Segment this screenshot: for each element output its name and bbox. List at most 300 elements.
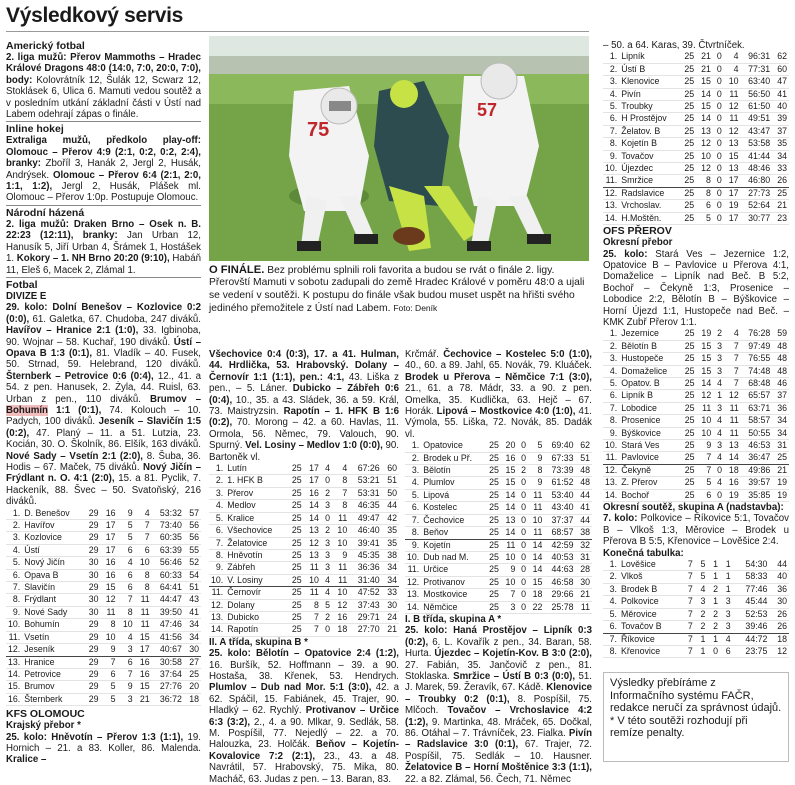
ib-trida-results: 25. kolo: Haná Prostějov – Lipník 0:3 (0:2), 6. L. Kovařík z pen., 34. Baran, 58. Hurta. Újezdec – Kojetín-Kov. B 3:0 (2:0), 27. Fabián, 35. Jančovič z pen., 81. Stoklaska. Smržice – Ústí B 0:3 (0:0), 51. J. Marek, 59. Žeravík, 67. Kádě. Klenovice – Troubky 0:2 (0:1), 8. Pospíšil, 75. Mlčoch. Tovačov – Vrchoslavice 4:2 (1:2), 9. Martinka, 48. Mráček, 65. Dočkal, 86. Otáhal – 7. Trávníček, 23. Fialka. Pivín – Radslavice 3:0 (0:1), 67. Trajer, 72. Pospíšil, 75. Sedlák – 10. Hausner. Želatovice B – Horní Moštěnice 3:3 (1:1), 22. a 82. Zlámal, 56. Čech, 71. Němec — [405, 625, 593, 785]
division-title: DIVIZE E — [6, 290, 47, 302]
table-cell: 8 — [706, 187, 711, 198]
table-cell: 31 — [580, 551, 590, 562]
table-cell: 16. — [8, 693, 21, 704]
table-cell: 9. — [215, 562, 224, 573]
table-cell: Čekyně — [621, 464, 652, 475]
table-row — [603, 489, 789, 501]
table-cell: 16 — [728, 477, 739, 488]
table-cell: 7 — [733, 365, 739, 376]
table-cell: 25 — [684, 88, 695, 99]
table-cell: 57 — [189, 507, 199, 518]
table-cell: Býškovice — [621, 427, 661, 438]
table-cell: 25 — [684, 125, 695, 136]
section-inline-hockey: Inline hokej — [6, 123, 64, 136]
table-row — [603, 63, 789, 75]
ia-trida-results: 25. kolo: Bělotín – Opatovice 2:4 (1:2), 16. Buršík, 52. Hoffmann – 39. a 90. Hostaša, 38. Křenek, 53. Hendrych. Plumlov – Dub nad Mor. 5:1 (3:0), 42. a 62. Spáčil, 15. Fabiánek, 45. Trajer, 90. Hladký – 62. Rychlý. Protivanov – Určice 6:3 (3:2), 2., 4. a 90. Mlkar, 9. Sedlák, 58. M. Pospíšil, 77. Nejedlý – 22. a 70. Halouzka, 23. Holčák. Beňov – Kojetín-Kovalovice 7:2 (2:1), 23., 43. a 48. Navrátil, 57. Hrabovský, 75. Mika, 80. Macháč, 63. Judas z pen. – 13. Baran, 83. — [209, 648, 400, 785]
table-cell: 4 — [127, 557, 133, 568]
table-cell: 4 — [325, 574, 330, 585]
table-cell: 16 — [309, 487, 319, 498]
table-cell: 16 — [337, 611, 348, 622]
table-cell: Tovačov — [621, 150, 654, 161]
table-cell: 3. — [609, 76, 618, 87]
kfs-title: KFS OLOMOUC — [6, 708, 85, 721]
table-row — [603, 571, 789, 583]
table-cell: 39 — [777, 113, 787, 124]
table-cell: 4 — [717, 427, 722, 438]
table-cell: 10. — [8, 619, 21, 630]
table-cell: H.Moštěn. — [621, 212, 662, 223]
table-cell: 10 — [337, 525, 348, 536]
table-cell: 25 — [291, 537, 302, 548]
table-cell: 46:58 — [551, 576, 574, 587]
table-cell: 0 — [521, 551, 526, 562]
table-cell: 7 — [687, 571, 693, 582]
table-cell: 17 — [309, 475, 319, 486]
table-cell: 39:50 — [159, 606, 182, 617]
table-cell: 67:33 — [551, 452, 574, 463]
standings-table — [405, 440, 592, 614]
table-cell: 7 — [144, 520, 150, 531]
standings-table — [209, 463, 399, 637]
table-cell: 28 — [580, 564, 590, 575]
table-cell: Protivanov — [423, 576, 465, 587]
table-cell: 6. — [215, 525, 224, 536]
table-cell: 30 — [189, 644, 199, 655]
table-cell: 6 — [725, 645, 731, 656]
table-cell: 29 — [88, 693, 99, 704]
table-cell: 30 — [387, 599, 397, 610]
table-cell: 25 — [489, 539, 499, 550]
table-cell: 17 — [728, 175, 739, 186]
disclaimer-text: Výsledky přebíráme z Informačního systému FAČR, redakce neručí za správnost údajů. — [610, 677, 782, 715]
table-cell: 21 — [580, 589, 590, 600]
table-cell: 5. — [215, 512, 224, 523]
table-cell: 29 — [88, 668, 99, 679]
table-cell: Říkovice — [621, 633, 655, 644]
table-cell: 4. — [12, 544, 21, 555]
table-cell: 12 — [701, 163, 711, 174]
table-cell: Měrovice — [621, 608, 657, 619]
table-cell: 34 — [189, 619, 199, 630]
table-cell: 5 — [127, 520, 133, 531]
table-row — [405, 589, 592, 601]
table-row — [6, 544, 201, 556]
table-cell: 0 — [716, 63, 722, 74]
table-cell: 18 — [532, 589, 543, 600]
table-cell: 36:36 — [357, 562, 380, 573]
table-cell: 12 — [701, 138, 711, 149]
table-cell: 56:50 — [748, 88, 771, 99]
table-cell: 52:53 — [745, 608, 768, 619]
table-cell: 6 — [144, 544, 150, 555]
table-cell: 25 — [489, 527, 499, 538]
table-cell: 11 — [729, 402, 739, 413]
table-cell: 25 — [291, 487, 302, 498]
table-row — [603, 101, 789, 113]
table-cell: Vsetín — [24, 631, 50, 642]
table-cell: 15 — [532, 576, 543, 587]
table-cell: Tovačov B — [621, 621, 662, 632]
table-cell: 13 — [728, 163, 739, 174]
table-cell: 7 — [733, 340, 739, 351]
table-cell: 15 — [105, 582, 116, 593]
table-cell: 36:72 — [159, 693, 182, 704]
division-e-results: 29. kolo: Dolní Benešov – Kozlovice 0:2 (0:0), 61. Galetka, 67. Chudoba, 247 diváků. Havířov – Hranice 2:1 (1:0), 33. Igbinoba, 90. Wojnar – 58. Kuchař, 190 diváků. Ústí – Opava B 1:3 (0:1), 81. Vladík – 40. Fusek, 50. Strnad, 59. Helebrand, 120 diváků. Šternberk – Petrovice 0:6 (0:4), 12., 41. a 54. z pen. Hanusek, 2. Żyla, 44. Ruisl, 63. Urban z pen., 110 diváků. Brumov – Bohumín 1:1 (0:1), 74. Kolouch – 10. Padych, 100 diváků. Jeseník – Slavičín 1:5 (0:2), 47. Planý – 11. a 51. Lutzia, 23. Kocián, 30. O. Školník, 86. Elšík, 163 diváků. Nové Sady – Vsetín 2:1 (2:0), 8. Šuba, 36. Hodis – 67. Maček, 75 diváků. Nový Jičín – Frýdlant n. O. 4:1 (2:0), 15. a 81. Pyclik, 7. Hackeník, 88. Švec – 50. Svatoňský, 216 diváků. — [6, 302, 202, 508]
table-cell: 10 — [309, 574, 319, 585]
table-cell: Lipník — [621, 51, 645, 62]
table-cell: 14 — [532, 539, 543, 550]
table-cell: 23:75 — [745, 645, 768, 656]
american-football-report: 2. liga mužů: Přerov Mammoths – Hradec Králové Dragons 48:0 (14:0, 7:0, 20:0, 7:0), body: Kolovrátník 12, Šulák 12, Scwarz 12, Stoklásek 6, Ulica 6. Mamuti vedou soutěž a v posledním utkání základní části v Ústí nad Labem odehrají zápas o finále. — [6, 52, 201, 121]
table-row — [603, 113, 789, 125]
table-cell: 61:50 — [748, 101, 771, 112]
table-cell: 25 — [684, 51, 695, 62]
table-cell: 25 — [489, 477, 499, 488]
table-cell: Rapotín — [227, 624, 259, 635]
american-football-photo — [209, 36, 589, 261]
table-cell: 48 — [580, 477, 590, 488]
table-cell: 1 — [713, 633, 718, 644]
divider — [6, 277, 201, 278]
table-cell: 25 — [684, 415, 695, 426]
table-cell: Prosenice — [621, 415, 661, 426]
table-cell: Jeseník — [24, 644, 55, 655]
table-cell: Lutín — [227, 463, 247, 474]
table-cell: Kralice — [227, 512, 255, 523]
table-cell: 5. — [12, 557, 21, 568]
table-cell: 0 — [521, 477, 526, 488]
table-cell: 10 — [105, 631, 116, 642]
table-cell: 25 — [291, 512, 302, 523]
column-2 — [209, 349, 400, 785]
table-cell: 10 — [505, 551, 516, 562]
table-cell: 15 — [139, 681, 150, 692]
table-cell: Smržice — [621, 175, 654, 186]
table-cell: 53:32 — [159, 507, 182, 518]
table-cell: 18 — [337, 624, 348, 635]
table-cell: 14. — [8, 668, 21, 679]
table-row — [603, 328, 789, 340]
table-cell: 14. — [605, 212, 618, 223]
table-cell: 25 — [684, 365, 695, 376]
table-cell: 3. — [12, 532, 21, 543]
table-cell: 10 — [532, 514, 543, 525]
table-row — [209, 587, 399, 599]
table-cell: 14 — [505, 527, 516, 538]
table-cell: Mostkovice — [423, 589, 468, 600]
table-cell: 40:53 — [551, 551, 574, 562]
table-cell: 11 — [533, 502, 543, 513]
table-cell: 43:47 — [748, 125, 771, 136]
table-cell: 26 — [777, 621, 787, 632]
table-cell: 33 — [387, 587, 397, 598]
table-cell: 13 — [728, 440, 739, 450]
table-cell: 25 — [684, 150, 695, 161]
table-cell: 11 — [106, 606, 116, 617]
table-cell: 25 — [489, 601, 499, 612]
table-cell: 13 — [728, 138, 739, 149]
table-cell: 14. — [211, 624, 224, 635]
table-cell: 58:33 — [745, 571, 768, 582]
table-cell: 54 — [189, 569, 199, 580]
table-row — [405, 465, 592, 477]
table-cell: 15 — [701, 353, 712, 364]
table-cell: 8 — [144, 569, 150, 580]
table-cell: 1 — [700, 633, 706, 644]
table-cell: 73:40 — [159, 520, 182, 531]
table-cell: Kostelec — [423, 502, 457, 513]
table-row — [603, 212, 789, 224]
table-row — [603, 390, 789, 402]
table-cell: 19 — [777, 489, 787, 500]
table-cell: 3 — [725, 621, 731, 632]
table-cell: 53:40 — [551, 489, 574, 500]
table-row — [603, 163, 789, 175]
table-cell: 0 — [521, 514, 526, 525]
table-cell: 2. — [411, 452, 420, 463]
table-cell: 6. — [411, 502, 420, 513]
table-cell: 34 — [777, 150, 787, 161]
divider — [6, 205, 201, 206]
table-cell: 8. — [12, 594, 21, 605]
table-cell: 12. — [407, 576, 420, 587]
table-row — [405, 564, 592, 576]
table-cell: 5 — [537, 440, 543, 451]
table-cell: 25 — [777, 452, 787, 463]
table-cell: 5 — [110, 693, 116, 704]
table-cell: 44:47 — [159, 594, 182, 605]
table-cell: 1 — [713, 571, 718, 582]
table-cell: 2 — [325, 611, 330, 622]
table-cell: 0 — [716, 113, 722, 124]
table-cell: 25 — [291, 587, 302, 598]
table-cell: 0 — [716, 138, 722, 149]
table-cell: 30 — [88, 569, 99, 580]
table-cell: 14 — [309, 500, 319, 511]
table-cell: 0 — [521, 502, 526, 513]
table-cell: 14 — [532, 564, 543, 575]
ia-trida-results-cont: Krčmář. Čechovice – Kostelec 5:0 (1:0), 40., 60. a 89. Jahl, 65. Novák, 79. Kluáček. Brodek u Přerova – Němčice 7:1 (3:0), 21., 61. a 78. Mádr, 33. a 90. z pen. Omelka, 35. Kudlička, 63. Hejč – 67. Horák. Lipová – Mostkovice 4:0 (1:0), 41. Výmola, 55. Liška, 72. Novák, 85. Dadák vl. — [405, 349, 592, 440]
disclaimer-note: * V této soutěži rozhodují při remíze penalty. — [610, 714, 748, 740]
table-cell: 5 — [706, 477, 712, 488]
table-cell: 1. HFK B — [227, 475, 263, 486]
table-cell: 11 — [309, 562, 319, 573]
table-cell: 49:47 — [357, 512, 380, 523]
table-cell: 4 — [717, 477, 722, 488]
table-cell: Dolany — [227, 599, 255, 610]
table-cell: 2 — [713, 583, 718, 594]
table-cell: 15 — [505, 477, 516, 488]
table-cell: 19 — [701, 328, 712, 339]
table-cell: 32 — [580, 539, 590, 550]
table-row — [603, 175, 789, 187]
table-cell: Kojetín — [423, 539, 451, 550]
table-cell: 12 — [777, 645, 787, 656]
table-cell: 25 — [684, 377, 695, 388]
table-cell: 7 — [342, 487, 348, 498]
table-cell: 10 — [122, 619, 133, 630]
table-cell: 58:57 — [748, 415, 771, 426]
table-cell: 40:67 — [159, 644, 182, 655]
table-cell: 13. — [211, 611, 224, 622]
table-row — [405, 539, 592, 551]
table-cell: 2 — [521, 465, 526, 476]
table-cell: 2. — [12, 520, 21, 531]
table-cell: 37:43 — [357, 599, 380, 610]
table-cell: 14 — [532, 551, 543, 562]
table-cell: Klenovice — [621, 76, 660, 87]
table-row — [405, 601, 592, 613]
ofs-title: OFS PŘEROV — [603, 225, 672, 238]
table-cell: 17 — [105, 520, 116, 531]
table-cell: 17 — [139, 644, 150, 655]
table-cell: Domaželice — [621, 365, 668, 376]
table-cell: 16 — [139, 656, 150, 667]
table-row — [603, 633, 789, 645]
table-cell: 5 — [706, 212, 711, 223]
standings-table — [603, 328, 789, 502]
table-cell: 1 — [713, 596, 718, 607]
table-cell: 0 — [521, 452, 526, 463]
table-cell: 17 — [309, 463, 319, 474]
table-cell: 10. — [605, 440, 618, 450]
table-cell: 3. — [609, 583, 617, 594]
table-cell: 17 — [728, 187, 739, 198]
table-cell: 8 — [342, 475, 348, 486]
table-cell: Troubky — [621, 101, 653, 112]
table-cell: 11 — [729, 88, 739, 99]
caption-text: Bez problému splnili roli favorita a budou se rvát o finále 2. ligy. Přerovští Mamuti v sobotu zadupali do země Hradec Králové v poměru 48:0 a ujali se vedení v soutěži. K postupu do finále však budou muset uspět na hřišti svého jediného přemožitele z Ústí nad Labem. — [209, 265, 585, 315]
section-title: I. B třída, skupina A * — [405, 613, 502, 625]
table-cell: 18 — [189, 693, 199, 704]
table-cell: 9. — [411, 539, 420, 550]
table-cell: 25 — [684, 440, 695, 450]
divider — [6, 121, 201, 122]
table-cell: 35 — [387, 537, 397, 548]
table-cell: 16 — [105, 557, 116, 568]
table-cell: 4 — [717, 452, 722, 463]
table-cell: Brodek u Př. — [423, 452, 473, 463]
table-row — [603, 645, 789, 657]
table-row — [603, 125, 789, 137]
table-cell: 36 — [777, 402, 787, 413]
table-cell: 5 — [700, 559, 706, 570]
table-row — [405, 527, 592, 539]
table-cell: 3. — [215, 487, 224, 498]
table-row — [603, 76, 789, 88]
table-cell: 4 — [733, 51, 739, 62]
table-cell: 69:40 — [551, 440, 574, 451]
table-cell: 29 — [88, 507, 99, 518]
table-cell: 3. — [609, 353, 618, 364]
table-cell: 46:35 — [357, 500, 380, 511]
table-row — [6, 631, 201, 643]
table-cell: 14 — [505, 489, 516, 500]
table-cell: Nový Jičín — [24, 557, 65, 568]
table-cell: Radslavice — [621, 187, 665, 198]
table-cell: 4 — [127, 631, 133, 642]
table-row — [6, 582, 201, 594]
table-cell: 55 — [189, 544, 199, 555]
table-cell: Pavlovice — [621, 452, 659, 463]
table-row — [6, 656, 201, 668]
table-cell: 3 — [717, 353, 722, 364]
table-cell: 1 — [725, 571, 731, 582]
table-row — [603, 187, 789, 199]
table-cell: 23 — [777, 212, 787, 223]
table-cell: Hranice — [24, 656, 55, 667]
table-cell: 10 — [701, 150, 711, 161]
table-cell: 8. — [609, 415, 618, 426]
table-cell: 11 — [338, 574, 348, 585]
table-cell: Ústí B — [621, 63, 646, 74]
table-row — [209, 537, 399, 549]
photo-jersey-number-left: 75 — [307, 119, 330, 141]
table-cell: 5 — [110, 681, 116, 692]
table-row — [6, 606, 201, 618]
table-cell: 68:57 — [551, 527, 574, 538]
table-cell: Nové Sady — [24, 606, 68, 617]
table-cell: 29 — [88, 631, 99, 642]
table-cell: 50 — [387, 487, 397, 498]
table-cell: Želatov. B — [621, 125, 661, 136]
table-cell: 7 — [313, 624, 319, 635]
table-cell: 54:30 — [745, 559, 768, 570]
section-title: II. A třída, skupina B * — [209, 636, 308, 648]
table-cell: 43 — [189, 594, 199, 605]
table-cell: 48 — [777, 353, 787, 364]
table-cell: 10 — [701, 427, 712, 438]
column-4 — [603, 40, 789, 668]
table-row — [405, 489, 592, 501]
table-cell: 25 — [684, 138, 695, 149]
table-cell: 0 — [521, 576, 526, 587]
table-cell: 12. — [605, 464, 618, 475]
table-cell: 12. — [8, 644, 21, 655]
table-cell: 2 — [700, 608, 706, 619]
table-cell: 13 — [505, 514, 516, 525]
table-cell: 31 — [777, 440, 787, 450]
table-cell: 44 — [387, 500, 397, 511]
table-row — [603, 621, 789, 633]
table-cell: 9 — [127, 681, 133, 692]
table-cell: 2 — [700, 621, 706, 632]
table-cell: H Prostějov — [621, 113, 667, 124]
table-row — [603, 583, 789, 595]
table-cell: 0 — [716, 187, 722, 198]
caption-lead: O FINÁLE. — [209, 264, 265, 276]
table-row — [6, 594, 201, 606]
table-cell: 2. — [609, 63, 618, 74]
table-cell: 8 — [144, 582, 150, 593]
table-cell: 5 — [127, 532, 133, 543]
table-cell: 13 — [309, 525, 319, 536]
table-cell: 0 — [713, 645, 718, 656]
table-row — [6, 532, 201, 544]
table-row — [603, 88, 789, 100]
table-cell: 15 — [701, 101, 711, 112]
table-cell: 37:37 — [551, 514, 574, 525]
table-cell: 21 — [701, 51, 711, 62]
okresni-soutez-results: 7. kolo: Polkovice – Říkovice 5:1, Tovačov B – Vlkoš 1:3, Měrovice – Brodek u Přerova B 5:5, Křenovice – Lověšice 2:4. — [603, 513, 789, 548]
table-cell: 17 — [105, 532, 116, 543]
table-row — [405, 576, 592, 588]
table-cell: Vrchoslav. — [621, 200, 662, 211]
table-cell: 7. — [609, 402, 618, 413]
table-cell: 0 — [521, 440, 526, 451]
table-cell: 47:46 — [159, 619, 182, 630]
table-cell: 46:40 — [357, 525, 380, 536]
